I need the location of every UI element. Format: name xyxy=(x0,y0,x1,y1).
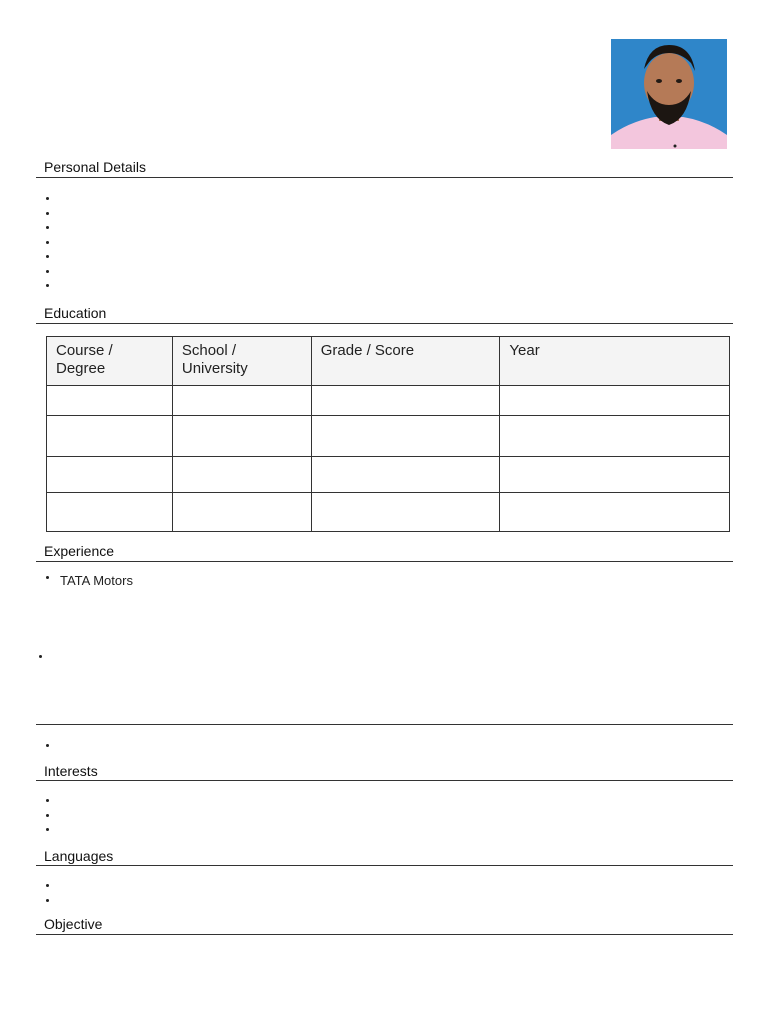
table-row xyxy=(47,416,730,457)
section-title-interests: Interests xyxy=(44,763,98,779)
person-portrait-icon xyxy=(611,39,727,149)
table-row xyxy=(47,457,730,492)
table-row xyxy=(47,386,730,416)
section-title-education: Education xyxy=(44,305,107,321)
section-divider xyxy=(36,865,733,866)
table-cell xyxy=(500,492,730,531)
experience-company: TATA Motors xyxy=(60,573,133,588)
column-header-school: School / University xyxy=(172,337,311,386)
section-title-objective: Objective xyxy=(44,916,103,932)
table-cell xyxy=(47,457,173,492)
section-divider xyxy=(36,780,733,781)
column-header-course: Course / Degree xyxy=(47,337,173,386)
table-cell xyxy=(47,416,173,457)
stray-bullet xyxy=(39,655,42,658)
column-header-year: Year xyxy=(500,337,730,386)
table-header-row xyxy=(47,337,730,386)
section-title-languages: Languages xyxy=(44,848,114,864)
table-cell xyxy=(172,457,311,492)
table-cell xyxy=(500,457,730,492)
section-divider xyxy=(36,724,733,725)
table-cell xyxy=(311,492,500,531)
section-divider xyxy=(36,323,733,324)
table-cell xyxy=(172,492,311,531)
table-row xyxy=(47,492,730,531)
table-cell xyxy=(311,386,500,416)
list-item xyxy=(44,572,133,587)
table-cell xyxy=(172,416,311,457)
section-title-experience: Experience xyxy=(44,543,115,559)
table-cell xyxy=(500,416,730,457)
section-divider xyxy=(36,561,733,562)
experience-list xyxy=(44,572,133,587)
profile-photo xyxy=(611,39,727,149)
section-title-personal-details: Personal Details xyxy=(44,159,146,175)
section-divider xyxy=(36,177,733,178)
column-header-grade: Grade / Score xyxy=(311,337,500,386)
education-table xyxy=(46,336,730,532)
table-cell xyxy=(311,457,500,492)
table-cell xyxy=(500,386,730,416)
section-divider xyxy=(36,934,733,935)
table-cell xyxy=(47,386,173,416)
table-cell xyxy=(47,492,173,531)
table-cell xyxy=(311,416,500,457)
table-cell xyxy=(172,386,311,416)
